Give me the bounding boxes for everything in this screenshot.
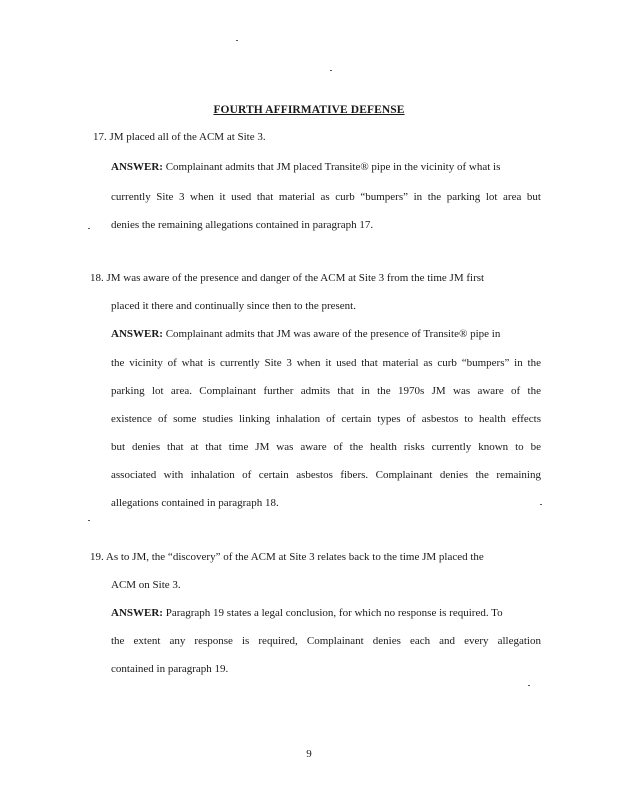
answer-first-line (111, 607, 503, 619)
scan-speck (330, 70, 332, 71)
answer-label: ANSWER: (111, 161, 163, 173)
answer-line: associated with inhalation of certain asbestos fibers. Complainant denies the remaining (111, 469, 541, 481)
section-heading: FOURTH AFFIRMATIVE DEFENSE (213, 104, 405, 116)
answer-text: Complainant admits that JM placed Transite® pipe in the vicinity of what is (165, 161, 501, 173)
page-number: 9 (306, 748, 312, 760)
answer-line: but denies that at that time JM was aware of the health risks currently known to be (111, 441, 541, 453)
scan-speck (88, 520, 90, 521)
paragraph-number: 18. (90, 272, 104, 284)
answer-first-line (111, 161, 500, 173)
answer-line: parking lot area. Complainant further admits that in the 1970s JM was aware of the (111, 385, 541, 397)
scan-speck (528, 685, 530, 686)
allegation-text: As to JM, the “discovery” of the ACM at Site 3 relates back to the time JM placed the (105, 551, 484, 563)
allegation-line: ACM on Site 3. (111, 579, 181, 591)
answer-line: currently Site 3 when it used that material as curb “bumpers” in the parking lot area but (111, 191, 541, 203)
answer-line: the vicinity of what is currently Site 3 when it used that material as curb “bumpers” in the (111, 357, 541, 369)
allegation-line: placed it there and continually since then to the present. (111, 300, 356, 312)
paragraph-number: 17. (93, 131, 107, 143)
answer-line: denies the remaining allegations contained in paragraph 17. (111, 219, 374, 231)
allegation-line (93, 131, 266, 143)
allegation-line (90, 272, 484, 284)
answer-first-line (111, 328, 500, 340)
scan-speck (88, 228, 90, 229)
allegation-text: JM was aware of the presence and danger of the ACM at Site 3 from the time JM first (106, 272, 485, 284)
answer-line: contained in paragraph 19. (111, 663, 229, 675)
scan-speck (540, 504, 542, 505)
allegation-line (90, 551, 484, 563)
answer-label: ANSWER: (111, 607, 163, 619)
answer-line: existence of some studies linking inhalation of certain types of asbestos to health effects (111, 413, 541, 425)
answer-label: ANSWER: (111, 328, 163, 340)
answer-line: the extent any response is required, Complainant denies each and every allegation (111, 635, 541, 647)
allegation-text: JM placed all of the ACM at Site 3. (109, 131, 266, 143)
scan-speck (236, 40, 238, 41)
answer-line: allegations contained in paragraph 18. (111, 497, 279, 509)
answer-text: Complainant admits that JM was aware of the presence of Transite® pipe in (165, 328, 501, 340)
paragraph-number: 19. (90, 551, 104, 563)
answer-text: Paragraph 19 states a legal conclusion, for which no response is required. To (165, 607, 503, 619)
